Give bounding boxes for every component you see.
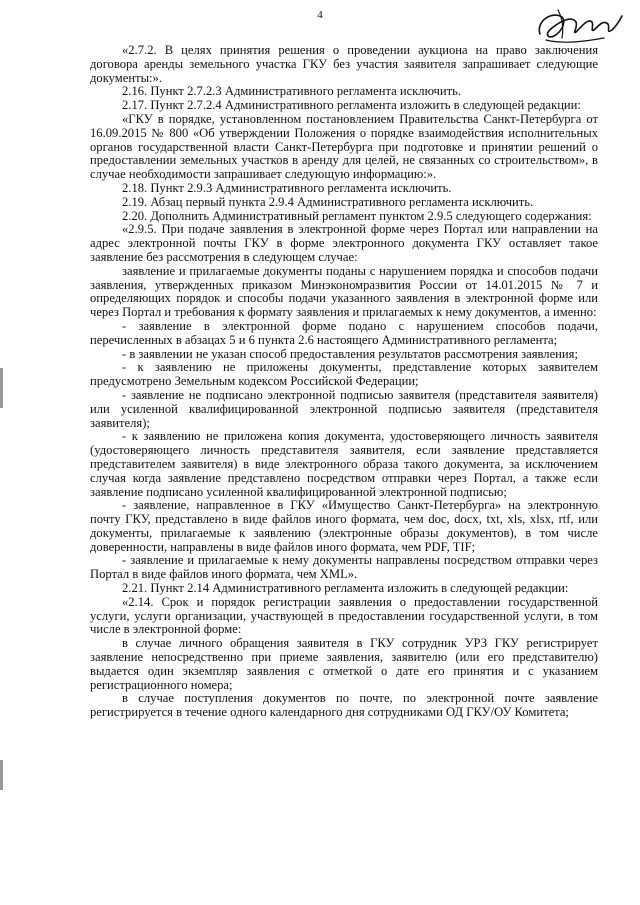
- list-item: - к заявлению не приложена копия документа, удостоверяющего личность заявителя (удостоверяющего личность представителя заявителя, если заявление представляется представителем заявителя) в виде электронного образа такого документа, за исключением случая когда заявление представлено посредством отправки через Портал, а также если заявление подписано усиленной квалифицированной электронной подписью;: [90, 429, 598, 499]
- paragraph-postal-receipt: в случае поступления документов по почте, по электронной почте заявление регистрируется в течение одного календарного дня сотрудниками ОД ГКУ/ОУ Комитета;: [90, 691, 598, 720]
- scan-edge-mark: [0, 368, 3, 408]
- paragraph-2-19: 2.19. Абзац первый пункта 2.9.4 Административного регламента исключить.: [122, 194, 534, 209]
- paragraph-personal-appeal: в случае личного обращения заявителя в ГКУ сотрудник УРЗ ГКУ регистрирует заявление непосредственно при приеме заявления, заявителю (или его представителю) выдается один экземпляр заявления с отметкой о дате его принятия и с указанием регистрационного номера;: [90, 636, 598, 692]
- paragraph-2-17: 2.17. Пункт 2.7.2.4 Административного регламента изложить в следующей редакции:: [122, 98, 581, 113]
- list-item: - заявление, направленное в ГКУ «Имущество Санкт-Петербурга» на электронную почту ГКУ, представлено в виде файлов иного формата, чем doc, docx, txt, xls, xlsx, rtf, или документы, прилагаемые к заявлению (электронные образы документов), в том числе доверенности, направлены в виде файлов иного формата, чем PDF, TIF;: [90, 498, 598, 554]
- paragraph-2-21: 2.21. Пункт 2.14 Административного регламента изложить в следующей редакции:: [122, 581, 569, 596]
- list-item: - заявление в электронной форме подано с нарушением способов подачи, перечисленных в абзацах 5 и 6 пункта 2.6 настоящего Административного регламента;: [90, 318, 598, 347]
- paragraph-2-9-5: «2.9.5. При подаче заявления в электронной форме через Портал или направлении на адрес электронной почты ГКУ в форме электронного документа ГКУ оставляет такое заявление без рассмотрения в следующем случае:: [90, 222, 598, 264]
- paragraph-2-14: «2.14. Срок и порядок регистрации заявления о предоставлении государственной услуги, услуги организации, участвующей в предоставлении государственной услуги, в том числе в электронной форме:: [90, 594, 598, 637]
- page-number: 4: [317, 9, 323, 21]
- scan-edge-mark: [0, 760, 3, 790]
- paragraph-2-20: 2.20. Дополнить Административный регламент пунктом 2.9.5 следующего содержания:: [122, 208, 592, 223]
- list-item: - к заявлению не приложены документы, представление которых заявителем предусмотрено Земельным кодексом Российской Федерации;: [90, 360, 598, 389]
- paragraph-2-16: 2.16. Пункт 2.7.2.3 Административного регламента исключить.: [122, 84, 461, 99]
- paragraph-documents-violation: заявление и прилагаемые документы поданы с нарушением порядка и способов подачи заявления, утвержденных приказом Минэкономразвития России от 14.01.2015 № 7 и определяющих порядок и способы подачи указанного заявления в электронной форме или через Портал и требования к формату заявления и прилагаемых к нему документов, а именно:: [90, 263, 598, 320]
- paragraph-2-18: 2.18. Пункт 2.9.3 Административного регламента исключить.: [122, 180, 452, 195]
- list-item: - заявление и прилагаемые к нему документы направлены посредством отправки через Портал в виде файлов иного формата, чем XML».: [90, 553, 598, 582]
- document-body: [90, 44, 598, 720]
- list-item: - заявление не подписано электронной подписью заявителя (представителя заявителя) или усиленной квалифицированной электронной подписью заявителя (представителя заявителя);: [90, 387, 598, 430]
- list-item: - в заявлении не указан способ предоставления результатов рассмотрения заявления;: [122, 346, 578, 361]
- paragraph-2-7-2: «2.7.2. В целях принятия решения о проведении аукциона на право заключения договора аренды земельного участка ГКУ без участия заявителя запрашивает следующие документы:».: [90, 43, 598, 85]
- paragraph-gku-order: «ГКУ в порядке, установленном постановлением Правительства Санкт-Петербурга от 16.09.2015 № 800 «Об утверждении Положения о порядке взаимодействия исполнительных органов государственной власти Санкт-Петербурга при подготовке и принятии решений о предоставлении земельных участков в аренду для целей, не связанных со строительством», в случае необходимости запрашивает следующую информацию:».: [90, 111, 598, 182]
